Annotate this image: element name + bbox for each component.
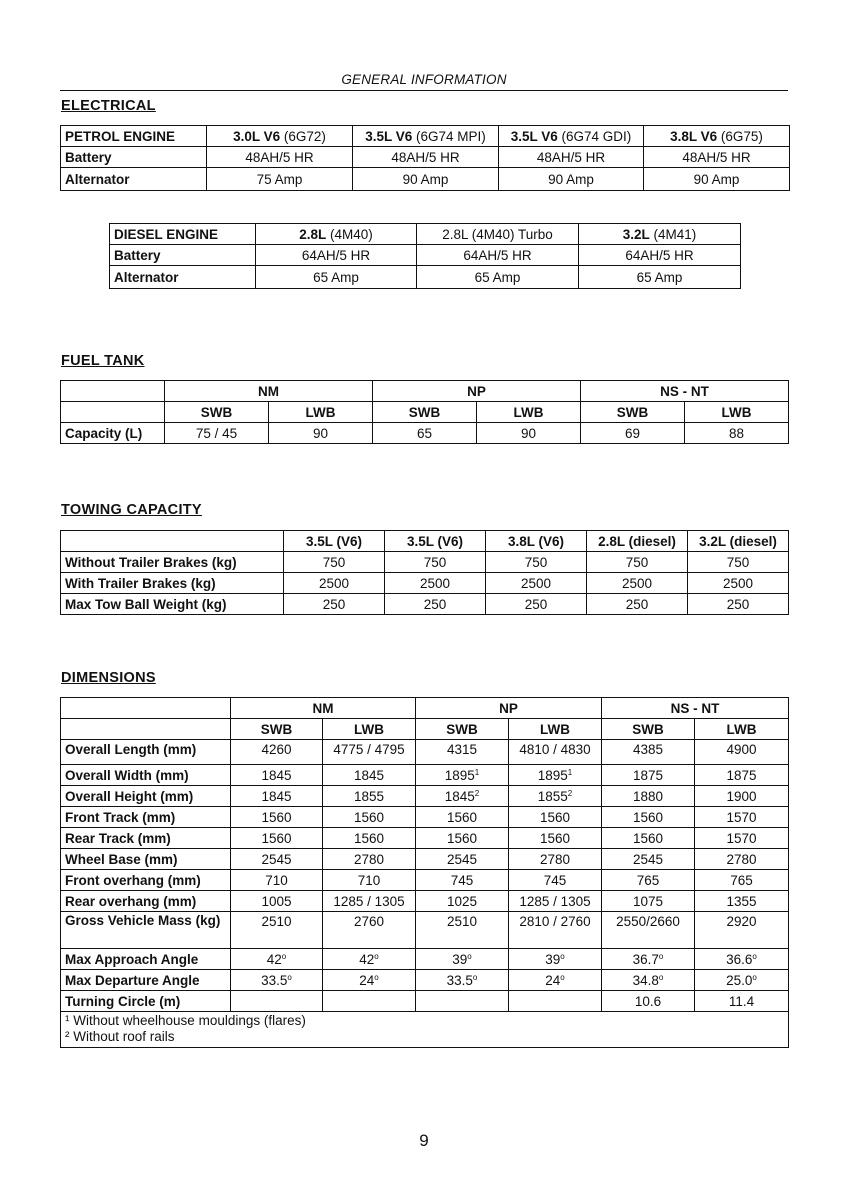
group-header-ns-nt: NS - NT [581,381,789,402]
column-header: 3.5L V6 (6G74 GDI) [499,126,644,147]
cell: 1570 [695,807,789,828]
row-label: Rear overhang (mm) [61,891,231,912]
fuel-tank-title: FUEL TANK [61,353,145,369]
table-row [61,168,790,191]
column-header: 3.8L (V6) [486,531,587,552]
cell: 1845$^2$ [416,786,509,807]
cell: 1880 [602,786,695,807]
row-label: Alternator [61,168,207,191]
row-label: Turning Circle (m) [61,991,231,1012]
cell: 1875 [602,765,695,786]
cell: 11.4 [695,991,789,1012]
table-row [61,594,789,615]
cell: 4315 [416,740,509,765]
subcolumn-header: SWB [602,719,695,740]
table-row [61,552,789,573]
cell: 1560 [323,828,416,849]
cell: 765 [602,870,695,891]
cell: 48AH/5 HR [207,147,353,168]
cell: 65 [373,423,477,444]
row-label: With Trailer Brakes (kg) [61,573,284,594]
cell: 2500 [688,573,789,594]
cell: 90 Amp [499,168,644,191]
cell: 1560 [416,828,509,849]
subcolumn-header: LWB [695,719,789,740]
page-header: GENERAL INFORMATION [341,72,507,87]
towing-capacity-table [60,530,789,615]
cell: 765 [695,870,789,891]
cell: 1560 [231,828,323,849]
cell: 1560 [323,807,416,828]
cell: 750 [587,552,688,573]
cell: 90 [269,423,373,444]
subcolumn-header: LWB [509,719,602,740]
cell: 48AH/5 HR [644,147,790,168]
row-label: Battery [61,147,207,168]
cell: 1560 [509,807,602,828]
row-label: Overall Length (mm) [61,740,231,765]
electrical-title: ELECTRICAL [61,98,156,114]
cell: 2810 / 2760 [509,912,602,949]
cell: 1875 [695,765,789,786]
cell: 1570 [695,828,789,849]
column-header: 3.2L (diesel) [688,531,789,552]
column-header: 3.0L V6 (6G72) [207,126,353,147]
footnote-1: ¹ Without wheelhouse mouldings (flares) [65,1013,306,1028]
cell: 4385 [602,740,695,765]
cell: 2510 [231,912,323,949]
cell: 2550/2660 [602,912,695,949]
cell: 1845 [231,786,323,807]
row-label: Max Approach Angle [61,949,231,970]
cell: 1560 [231,807,323,828]
petrol-engine-label: PETROL ENGINE [61,126,207,147]
table-row [61,970,789,991]
table-row [61,828,789,849]
column-header: 2.8L (diesel) [587,531,688,552]
row-label: Max Tow Ball Weight (kg) [61,594,284,615]
cell: 4900 [695,740,789,765]
column-header: 3.2L (4M41) [579,224,741,245]
cell: 710 [231,870,323,891]
table-row [61,870,789,891]
cell: 2545 [602,849,695,870]
row-label: Rear Track (mm) [61,828,231,849]
cell: 1025 [416,891,509,912]
column-header: 3.5L (V6) [284,531,385,552]
table-row [61,573,789,594]
cell: 1855$^2$ [509,786,602,807]
row-label: Wheel Base (mm) [61,849,231,870]
cell: 36.7$^o$ [602,949,695,970]
cell: 1900 [695,786,789,807]
row-label: Overall Width (mm) [61,765,231,786]
cell: 88 [685,423,789,444]
cell: 4810 / 4830 [509,740,602,765]
cell: 42$^o$ [231,949,323,970]
cell: 90 [477,423,581,444]
cell: 64AH/5 HR [417,245,579,266]
cell: 33.5$^o$ [231,970,323,991]
cell: 69 [581,423,685,444]
cell: 65 Amp [579,266,741,289]
cell: 2760 [323,912,416,949]
cell: 4775 / 4795 [323,740,416,765]
group-header-nm: NM [231,698,416,719]
group-header-np: NP [373,381,581,402]
empty-cell [61,402,165,423]
column-header: 3.8L V6 (6G75) [644,126,790,147]
table-row [61,891,789,912]
column-header: 2.8L (4M40) [256,224,417,245]
cell: 1895$^1$ [509,765,602,786]
cell: 10.6 [602,991,695,1012]
towing-capacity-title: TOWING CAPACITY [61,502,202,518]
dimensions-table [60,697,789,1048]
cell: 750 [385,552,486,573]
cell: 250 [284,594,385,615]
row-label: Max Departure Angle [61,970,231,991]
cell: 34.8$^o$ [602,970,695,991]
column-header: 3.5L V6 (6G74 MPI) [353,126,499,147]
cell: 24$^o$ [323,970,416,991]
table-row [110,266,741,289]
cell: 90 Amp [353,168,499,191]
cell: 710 [323,870,416,891]
cell: 2780 [509,849,602,870]
row-label: Front Track (mm) [61,807,231,828]
cell: 250 [688,594,789,615]
cell: 750 [688,552,789,573]
cell: 1285 / 1305 [323,891,416,912]
table-row [110,245,741,266]
cell: 48AH/5 HR [499,147,644,168]
group-header-nm: NM [165,381,373,402]
cell: 64AH/5 HR [256,245,417,266]
cell: 250 [385,594,486,615]
table-row [61,786,789,807]
cell: 2545 [416,849,509,870]
cell: 48AH/5 HR [353,147,499,168]
cell: 2780 [323,849,416,870]
table-row [61,949,789,970]
cell: 1005 [231,891,323,912]
subcolumn-header: SWB [416,719,509,740]
cell: 1560 [602,807,695,828]
diesel-engine-label: DIESEL ENGINE [110,224,256,245]
row-label: Overall Height (mm) [61,786,231,807]
row-label: Without Trailer Brakes (kg) [61,552,284,573]
table-row [61,912,789,949]
table-row [61,423,789,444]
cell: 65 Amp [417,266,579,289]
cell: 1560 [509,828,602,849]
table-row [61,740,789,765]
row-label: Front overhang (mm) [61,870,231,891]
column-header: 3.5L (V6) [385,531,486,552]
subcolumn-header: LWB [477,402,581,423]
fuel-tank-table [60,380,789,444]
petrol-electrical-table [60,125,790,191]
cell: 2510 [416,912,509,949]
cell: 250 [486,594,587,615]
cell: 33.5$^o$ [416,970,509,991]
empty-cell [61,719,231,740]
cell: 1355 [695,891,789,912]
cell [231,991,323,1012]
cell: 2500 [486,573,587,594]
row-label: Battery [110,245,256,266]
empty-cell [61,381,165,402]
cell: 750 [284,552,385,573]
cell: 90 Amp [644,168,790,191]
cell: 1845 [323,765,416,786]
dimensions-title: DIMENSIONS [61,670,156,686]
cell: 39$^o$ [509,949,602,970]
cell: 745 [509,870,602,891]
subcolumn-header: SWB [581,402,685,423]
cell: 2500 [385,573,486,594]
subcolumn-header: SWB [231,719,323,740]
cell: 1075 [602,891,695,912]
row-label: Gross Vehicle Mass (kg) [61,912,231,949]
empty-cell [61,531,284,552]
diesel-electrical-table [109,223,741,289]
subcolumn-header: SWB [165,402,269,423]
cell: 250 [587,594,688,615]
row-label: Capacity (L) [61,423,165,444]
page-number: 9 [419,1131,429,1150]
group-header-ns-nt: NS - NT [602,698,789,719]
group-header-np: NP [416,698,602,719]
cell: 1560 [602,828,695,849]
subcolumn-header: LWB [269,402,373,423]
subcolumn-header: SWB [373,402,477,423]
table-row [61,147,790,168]
cell [323,991,416,1012]
cell: 75 / 45 [165,423,269,444]
cell: 1285 / 1305 [509,891,602,912]
cell: 1560 [416,807,509,828]
cell: 65 Amp [256,266,417,289]
cell: 1895$^1$ [416,765,509,786]
cell: 64AH/5 HR [579,245,741,266]
footnote-2: ² Without roof rails [65,1029,175,1044]
cell: 42$^o$ [323,949,416,970]
cell: 39$^o$ [416,949,509,970]
subcolumn-header: LWB [685,402,789,423]
cell: 75 Amp [207,168,353,191]
table-row [61,849,789,870]
cell: 4260 [231,740,323,765]
table-row [61,991,789,1012]
subcolumn-header: LWB [323,719,416,740]
cell: 750 [486,552,587,573]
cell: 1855 [323,786,416,807]
cell: 2920 [695,912,789,949]
cell: 2780 [695,849,789,870]
cell: 36.6$^o$ [695,949,789,970]
cell: 2500 [587,573,688,594]
cell [509,991,602,1012]
table-row [61,807,789,828]
column-header: 2.8L (4M40) Turbo [417,224,579,245]
cell: 25.0$^o$ [695,970,789,991]
empty-cell [61,698,231,719]
header-rule [60,90,788,91]
cell: 2545 [231,849,323,870]
row-label: Alternator [110,266,256,289]
cell: 24$^o$ [509,970,602,991]
cell: 2500 [284,573,385,594]
cell: 745 [416,870,509,891]
cell: 1845 [231,765,323,786]
footnotes [61,1012,789,1048]
cell [416,991,509,1012]
table-row [61,765,789,786]
